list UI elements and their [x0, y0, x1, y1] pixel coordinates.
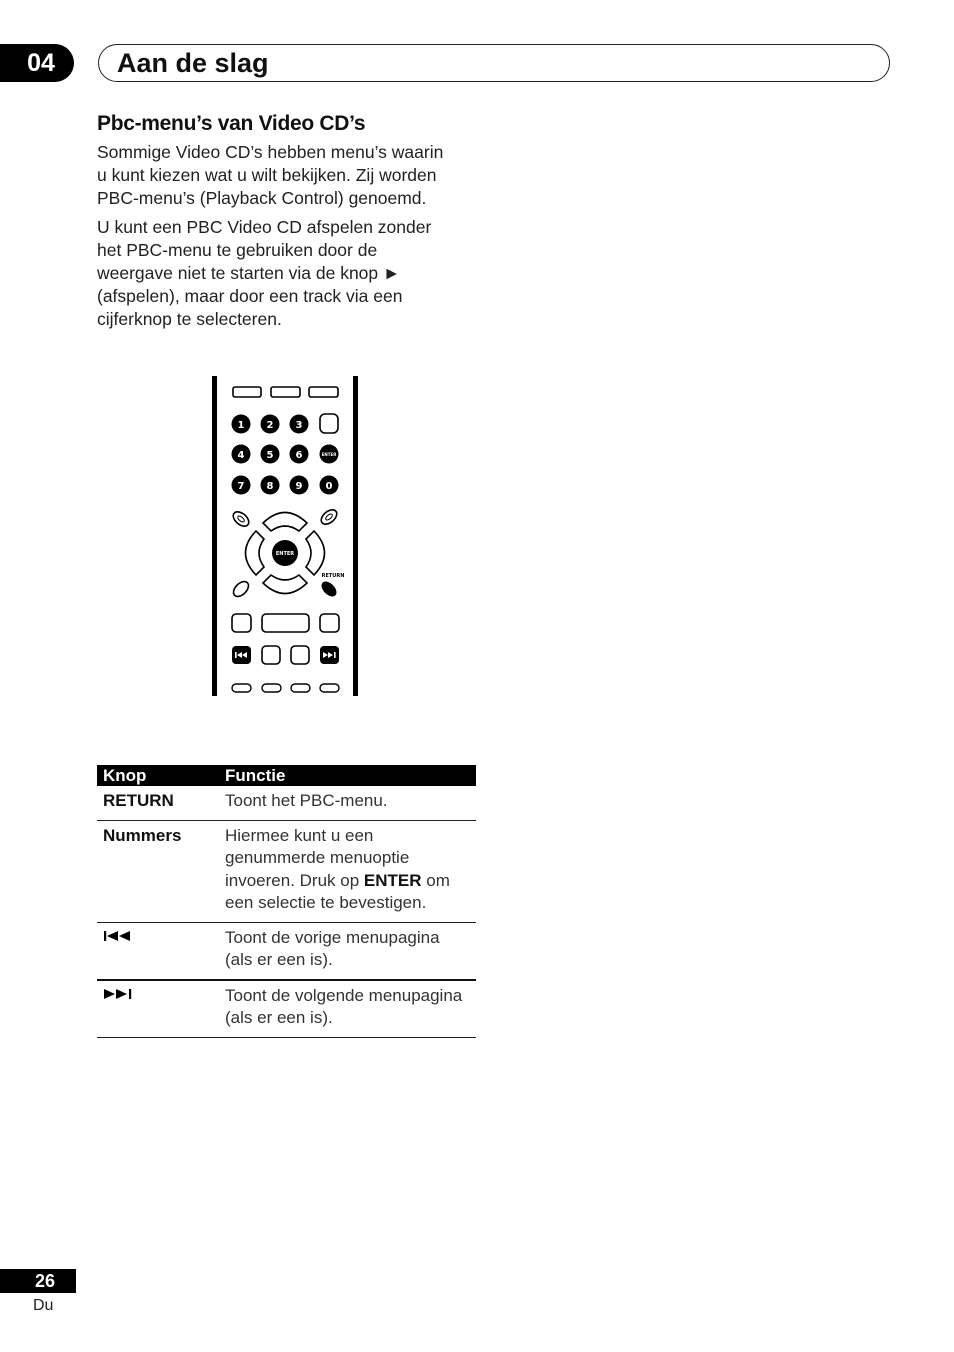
playback-paragraph: U kunt een PBC Video CD afspelen zonder het PBC-menu te gebruiken door de weergave niet te starten via de knop ► (afspelen), maar door een track via een cijferknop te selecteren.: [97, 217, 432, 329]
remote-digit-7: [232, 476, 251, 495]
table-row: [97, 820, 476, 922]
table-row: [97, 786, 476, 820]
svg-text:2: 2: [266, 420, 274, 431]
remote-digit-6: [290, 445, 309, 464]
remote-digit-1: [232, 415, 251, 434]
remote-digit-5: [261, 445, 280, 464]
page-number: 26: [34, 1271, 55, 1291]
table-header-row: [97, 765, 476, 786]
svg-text:1: 1: [237, 420, 245, 431]
remote-digit-2: [261, 415, 280, 434]
intro-paragraph: Sommige Video CD’s hebben menu’s waarin u kunt kiezen wat u wilt bekijken. Zij worden PBC-menu’s (Playback Control) genoemd.: [97, 142, 444, 208]
svg-text:9: 9: [295, 481, 303, 492]
row-key: [97, 922, 219, 980]
remote-previous-button: [232, 646, 251, 664]
row-value: Toont de vorige menupagina (als er een is).: [219, 922, 476, 980]
svg-text:0: 0: [325, 481, 333, 492]
table-row: [97, 980, 476, 1038]
svg-text:8: 8: [266, 481, 274, 492]
column-header-knop: Knop: [97, 765, 219, 786]
previous-track-icon: [103, 929, 137, 943]
svg-text:ENTER: ENTER: [275, 551, 295, 557]
chapter-title-bar: [98, 44, 890, 82]
svg-text:3: 3: [295, 420, 303, 431]
row-key: Nummers: [97, 820, 219, 922]
svg-text:ENTER: ENTER: [321, 452, 337, 457]
remote-enter-center: [272, 540, 298, 566]
row-value: Hiermee kunt u een genummerde menuoptie invoeren. Druk op ENTER om een selectie te bevestigen.: [219, 820, 476, 922]
table-row: [97, 922, 476, 980]
page-language: Du: [33, 1297, 54, 1314]
remote-return-button: [319, 579, 340, 600]
row-key: [97, 980, 219, 1038]
remote-digit-9: [290, 476, 309, 495]
row-value: Toont de volgende menupagina (als er een is).: [219, 980, 476, 1038]
chapter-title: Aan de slag: [117, 48, 269, 78]
remote-next-button: [320, 646, 339, 664]
function-table: [97, 765, 476, 1038]
svg-text:4: 4: [237, 450, 245, 461]
row-value: Toont het PBC-menu.: [219, 786, 476, 820]
column-header-functie: Functie: [219, 765, 476, 786]
page-number-badge: [0, 1269, 76, 1293]
remote-digit-8: [261, 476, 280, 495]
svg-text:6: 6: [295, 450, 303, 461]
remote-return-label: RETURN: [321, 573, 345, 579]
svg-text:7: 7: [237, 481, 245, 492]
remote-enter-small: [320, 445, 339, 464]
row-key: RETURN: [97, 786, 219, 820]
chapter-number-badge: [0, 44, 74, 82]
remote-digit-0: [320, 476, 339, 495]
remote-control-illustration: [206, 374, 366, 700]
svg-text:5: 5: [266, 450, 274, 461]
next-track-icon: [103, 987, 137, 1001]
chapter-number: 04: [27, 49, 55, 77]
section-heading: Pbc-menu’s van Video CD’s: [97, 112, 366, 135]
remote-digit-4: [232, 445, 251, 464]
remote-digit-3: [290, 415, 309, 434]
